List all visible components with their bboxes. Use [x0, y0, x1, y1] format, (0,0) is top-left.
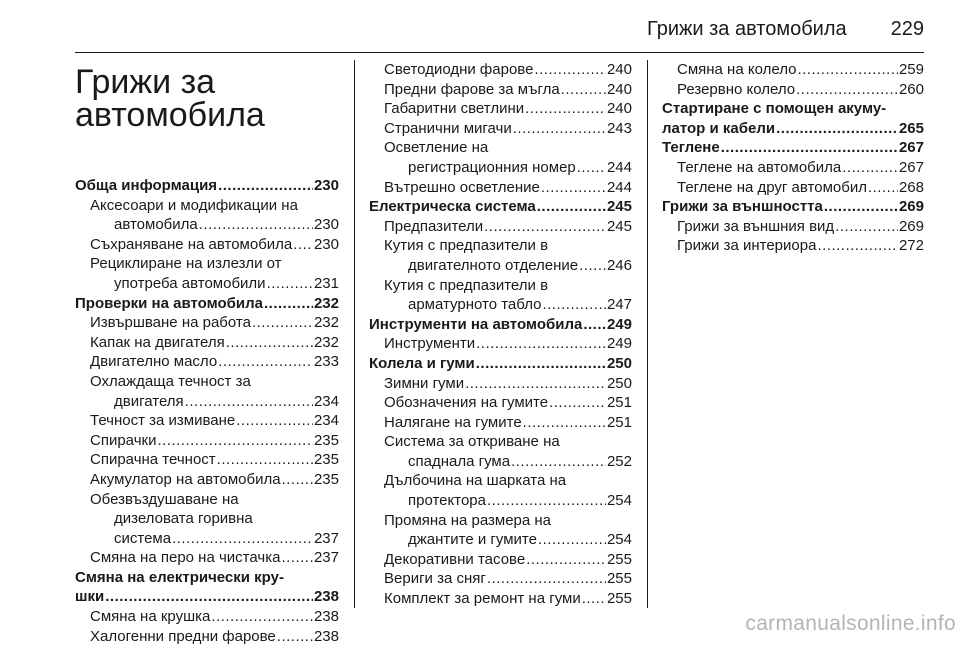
toc-section-entry [662, 138, 924, 158]
dot-leader [542, 295, 606, 315]
toc-page-number[interactable]: 238 [313, 608, 339, 626]
toc-entry-label: Спирачна течност [90, 451, 216, 469]
toc-page-number[interactable]: 255 [606, 550, 632, 568]
toc-entry-label: Двигателно масло [90, 353, 218, 371]
toc-entry-label: Осветление на [384, 139, 489, 157]
toc-column-2 [369, 60, 632, 609]
toc-list-1 [75, 176, 339, 646]
toc-entry-label: Проверки на автомобила [75, 294, 263, 312]
header-rule [75, 52, 924, 53]
dot-leader [817, 236, 898, 256]
toc-entry-label: Система за откриване на [384, 433, 560, 451]
toc-entry [75, 548, 339, 568]
toc-entry [75, 607, 339, 627]
toc-entry [662, 217, 924, 237]
toc-entry-label: Охлаждаща течност за [90, 372, 251, 390]
toc-entry-label: Колела и гуми [369, 354, 475, 372]
toc-entry [75, 196, 339, 235]
toc-page-number[interactable]: 267 [898, 139, 924, 157]
toc-page-number[interactable]: 259 [898, 61, 924, 78]
toc-page-number[interactable]: 237 [313, 549, 339, 567]
toc-page-number[interactable]: 269 [898, 217, 924, 235]
toc-entry-label: Кутия с предпазители в [384, 276, 549, 294]
toc-entry-label: Промяна на размера на [384, 511, 552, 529]
toc-entry-label: Халогенни предни фарове [90, 627, 276, 645]
toc-entry [369, 413, 632, 433]
dot-leader [476, 354, 606, 374]
dot-leader [513, 119, 606, 139]
toc-list-2 [369, 60, 632, 609]
running-header-title: Грижи за автомобила [647, 18, 847, 40]
toc-entry [662, 236, 924, 256]
toc-section-entry [75, 294, 339, 314]
dot-leader [277, 627, 313, 646]
toc-page-number[interactable]: 247 [606, 296, 632, 314]
toc-entry [369, 119, 632, 139]
toc-entry [662, 60, 924, 80]
toc-entry-label: Съхраняване на автомобила [90, 235, 293, 253]
toc-entry [369, 550, 632, 570]
toc-section-entry [662, 197, 924, 217]
dot-leader [487, 569, 606, 589]
toc-entry-label: Предни фарове за мъгла [384, 80, 560, 98]
toc-entry-label: Смяна на електрически кру- [75, 568, 284, 586]
toc-entry-label: латор и кабели [662, 119, 776, 137]
dot-leader [561, 80, 606, 100]
dot-leader [526, 550, 606, 570]
dot-leader [218, 352, 313, 372]
toc-entry [369, 432, 632, 471]
toc-page-number[interactable]: 251 [606, 413, 632, 431]
toc-entry-label: спаднала гума [408, 452, 511, 470]
toc-entry-label: Светодиодни фарове [384, 61, 534, 78]
dot-leader [484, 217, 606, 237]
toc-page-number[interactable]: 243 [606, 119, 632, 137]
dot-leader [835, 217, 898, 237]
toc-entry [75, 254, 339, 293]
toc-section-entry [369, 197, 632, 217]
dot-leader [868, 178, 898, 198]
dot-leader [226, 333, 313, 353]
toc-page-number[interactable]: 244 [606, 178, 632, 196]
dot-leader [538, 530, 606, 550]
dot-leader [537, 197, 606, 217]
toc-page-number[interactable]: 245 [606, 198, 632, 216]
toc-page-number[interactable]: 254 [606, 531, 632, 549]
toc-entry-label: автомобила [114, 216, 198, 234]
toc-entry-label: Вериги за сняг [384, 570, 486, 588]
toc-page-number[interactable]: 230 [313, 235, 339, 253]
toc-entry [75, 235, 339, 255]
dot-leader [465, 374, 606, 394]
toc-entry-label: Инструменти на автомобила [369, 315, 583, 333]
toc-page-number[interactable]: 245 [606, 217, 632, 235]
toc-entry [662, 178, 924, 198]
toc-list-3 [662, 60, 924, 256]
toc-section-entry [75, 176, 339, 196]
dot-leader [583, 315, 606, 335]
toc-entry [369, 374, 632, 394]
dot-leader [282, 470, 313, 490]
toc-entry-label: Обща информация [75, 177, 218, 194]
toc-entry-label: Грижи за външния вид [677, 217, 835, 235]
dot-leader [211, 607, 313, 627]
dot-leader [534, 60, 606, 80]
toc-entry-label: Резервно колело [677, 80, 796, 98]
toc-column-1 [75, 60, 339, 646]
watermark: carmanualsonline.info [745, 612, 956, 635]
toc-page-number[interactable]: 238 [313, 588, 339, 606]
toc-entry-label: система [114, 529, 172, 547]
toc-entry-label: Стартиране с помощен акуму- [662, 100, 887, 118]
dot-leader [721, 138, 898, 158]
toc-page-number[interactable]: 238 [313, 627, 339, 645]
toc-entry-label: Аксесоари и модификации на [90, 196, 298, 214]
toc-entry-label: протектора [408, 492, 486, 510]
dot-leader [797, 60, 898, 80]
dot-leader [281, 548, 313, 568]
toc-page-number[interactable]: 235 [313, 470, 339, 488]
toc-entry-label: Обозначения на гумите [384, 394, 549, 412]
dot-leader [217, 450, 313, 470]
toc-page-number[interactable]: 246 [606, 256, 632, 274]
toc-page-number[interactable]: 272 [898, 237, 924, 255]
dot-leader [525, 99, 606, 119]
dot-leader [172, 529, 313, 549]
toc-page-number[interactable]: 267 [898, 158, 924, 176]
toc-entry-label: Странични мигачи [384, 119, 512, 137]
toc-page-number[interactable]: 252 [606, 452, 632, 470]
toc-page-number[interactable]: 244 [606, 158, 632, 176]
toc-section-entry [369, 354, 632, 374]
toc-entry-label: Теглене на друг автомобил [677, 178, 867, 196]
toc-page-number[interactable]: 232 [313, 294, 339, 312]
dot-leader [185, 392, 313, 412]
dot-leader [523, 413, 606, 433]
dot-leader [579, 256, 606, 276]
toc-page-number[interactable]: 235 [313, 451, 339, 469]
toc-entry-label: Кутия с предпазители в [384, 237, 549, 255]
dot-leader [776, 119, 898, 139]
toc-page-number[interactable]: 231 [313, 274, 339, 292]
toc-page-number[interactable]: 268 [898, 178, 924, 196]
toc-entry [369, 80, 632, 100]
toc-page-number[interactable]: 230 [313, 177, 339, 194]
toc-entry-label: Рециклиране на излезли от [90, 255, 282, 273]
toc-entry-label: Дълбочина на шарката на [384, 472, 567, 490]
toc-page-number[interactable]: 260 [898, 80, 924, 98]
dot-leader [105, 587, 313, 607]
toc-entry-label: Обезвъздушаване на [90, 490, 239, 508]
toc-entry [369, 178, 632, 198]
toc-section-entry [662, 99, 924, 138]
toc-page-number[interactable]: 235 [313, 431, 339, 449]
toc-page-number[interactable]: 230 [313, 216, 339, 234]
toc-entry-label: Комплект за ремонт на гуми [384, 590, 581, 608]
page-number: 229 [890, 18, 924, 40]
toc-entry-label: джантите и гумите [408, 531, 537, 549]
toc-entry [369, 138, 632, 177]
dot-leader [577, 158, 606, 178]
dot-leader [264, 294, 313, 314]
toc-page-number[interactable]: 250 [606, 354, 632, 372]
dot-leader [549, 393, 606, 413]
toc-page-number[interactable]: 240 [606, 100, 632, 118]
toc-entry-label: Теглене на автомобила [677, 158, 842, 176]
dot-leader [157, 431, 313, 451]
dot-leader [218, 176, 313, 196]
toc-entry-label: шки [75, 588, 105, 606]
dot-leader [487, 491, 606, 511]
toc-entry-label: Извършване на работа [90, 314, 251, 332]
toc-page-number[interactable]: 250 [606, 374, 632, 392]
toc-entry-label: Електрическа система [369, 198, 536, 216]
toc-entry-label: Декоративни тасове [384, 550, 526, 568]
toc-entry [75, 470, 339, 490]
toc-entry-label: регистрационния номер [408, 158, 576, 176]
toc-entry-label: употреба автомобили [114, 274, 266, 292]
toc-page-number[interactable]: 265 [898, 119, 924, 137]
toc-page-number[interactable]: 232 [313, 314, 339, 332]
toc-entry [369, 334, 632, 354]
toc-entry-label: Зимни гуми [384, 374, 465, 392]
toc-entry-label: Теглене [662, 139, 720, 157]
toc-entry-label: двигателя [114, 392, 184, 410]
dot-leader [476, 334, 606, 354]
toc-entry-label: Габаритни светлини [384, 100, 525, 118]
toc-entry [369, 511, 632, 550]
toc-page-number[interactable]: 255 [606, 570, 632, 588]
toc-page-number[interactable]: 249 [606, 335, 632, 353]
toc-page-number[interactable]: 249 [606, 315, 632, 333]
toc-section-entry [369, 315, 632, 335]
toc-entry-label: Смяна на крушка [90, 608, 211, 626]
toc-entry-label: Налягане на гумите [384, 413, 522, 431]
toc-column-3 [662, 60, 924, 256]
toc-page-number[interactable]: 234 [313, 392, 339, 410]
toc-entry-label: Грижи за външността [662, 198, 823, 216]
toc-entry [75, 333, 339, 353]
page-title: Грижи за автомобила [75, 63, 265, 134]
toc-entry [369, 589, 632, 609]
toc-entry [75, 627, 339, 646]
toc-page-number[interactable]: 240 [606, 61, 632, 78]
toc-entry [369, 217, 632, 237]
toc-page-number[interactable]: 234 [313, 412, 339, 430]
dot-leader [824, 197, 898, 217]
toc-entry-label: Инструменти [384, 335, 476, 353]
toc-entry-label: Капак на двигателя [90, 333, 225, 351]
toc-entry-label: Спирачки [90, 431, 157, 449]
column-divider-1 [354, 60, 355, 608]
toc-entry [369, 276, 632, 315]
running-header [0, 18, 924, 41]
toc-page-number[interactable]: 233 [313, 353, 339, 371]
toc-entry-label: Грижи за интериора [677, 237, 817, 255]
toc-entry [75, 490, 339, 549]
dot-leader [796, 80, 898, 100]
toc-entry [662, 80, 924, 100]
toc-entry-label: арматурното табло [408, 296, 542, 314]
toc-entry-label: Вътрешно осветление [384, 178, 540, 196]
toc-entry-label: двигателното отделение [408, 256, 579, 274]
dot-leader [267, 274, 313, 294]
dot-leader [511, 452, 606, 472]
toc-entry [369, 60, 632, 80]
toc-page-number[interactable]: 254 [606, 492, 632, 510]
toc-entry [75, 352, 339, 372]
toc-entry-label: Акумулатор на автомобила [90, 470, 281, 488]
toc-entry-label: дизеловата горивна [114, 510, 253, 528]
toc-entry [75, 372, 339, 411]
toc-page-number[interactable]: 269 [898, 198, 924, 216]
toc-entry-label: Смяна на перо на чистачка [90, 549, 281, 567]
toc-entry [369, 99, 632, 119]
toc-entry-label: Смяна на колело [677, 61, 797, 78]
toc-page-number[interactable]: 237 [313, 529, 339, 547]
toc-page-number[interactable]: 232 [313, 333, 339, 351]
toc-entry [662, 158, 924, 178]
column-divider-2 [647, 60, 648, 608]
toc-entry [75, 411, 339, 431]
dot-leader [199, 215, 313, 235]
toc-entry [75, 313, 339, 333]
toc-entry [369, 569, 632, 589]
dot-leader [236, 411, 313, 431]
toc-entry [75, 450, 339, 470]
toc-entry [369, 236, 632, 275]
toc-entry-label: Течност за измиване [90, 412, 236, 430]
toc-page-number[interactable]: 255 [606, 590, 632, 608]
toc-entry-label: Предпазители [384, 217, 484, 235]
dot-leader [842, 158, 898, 178]
toc-section-entry [75, 568, 339, 607]
toc-page-number[interactable]: 240 [606, 80, 632, 98]
dot-leader [293, 235, 313, 255]
toc-entry [369, 471, 632, 510]
toc-entry [369, 393, 632, 413]
dot-leader [541, 178, 606, 198]
toc-page-number[interactable]: 251 [606, 394, 632, 412]
dot-leader [582, 589, 606, 609]
toc-entry [75, 431, 339, 451]
dot-leader [252, 313, 313, 333]
